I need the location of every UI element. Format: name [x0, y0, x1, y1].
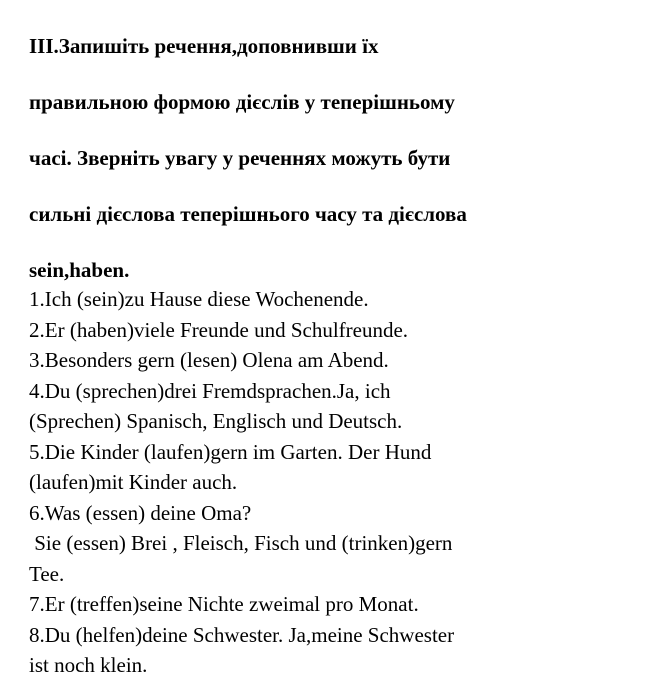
sentence-line: ist noch klein.: [29, 653, 148, 677]
sentence-line: 1.Ich (sein)zu Hause diese Wochenende.: [29, 287, 369, 311]
task-heading-line: III.Запишіть речення,доповнивши їх: [29, 34, 379, 58]
sentence-line: 2.Er (haben)viele Freunde und Schulfreunde.: [29, 317, 409, 342]
task-heading-line: часі. Зверніть увагу у реченнях можуть бути: [29, 146, 451, 170]
sentence-line: 7.Er (treffen)seine Nichte zweimal pro Monat.: [29, 592, 419, 616]
sentence-line: 8.Du (helfen)deine Schwester. Ja,meine Schwester: [29, 622, 455, 647]
task-heading-line: правильною формою дієслів у теперішньому: [29, 90, 455, 114]
exercise-sentences: [29, 284, 639, 681]
task-heading-line: сильні дієслова теперішнього часу та дієслова: [29, 202, 467, 226]
sentence-line: (laufen)mit Kinder auch.: [29, 470, 238, 494]
document-page: [29, 4, 639, 681]
sentence-line: 4.Du (sprechen)drei Fremdsprachen.Ja, ich: [29, 378, 391, 403]
task-heading: [29, 4, 639, 284]
task-heading-line: sein,haben.: [29, 258, 130, 282]
sentence-line: 5.Die Kinder (laufen)gern im Garten. Der Hund: [29, 439, 432, 464]
sentence-line: 3.Besonders gern (lesen) Olena am Abend.: [29, 348, 389, 372]
sentence-line: 6.Was (essen) deine Oma?: [29, 500, 252, 525]
sentence-line: Tee.: [29, 561, 65, 586]
sentence-line: Sie (essen) Brei , Fleisch, Fisch und (trinken)gern: [29, 531, 453, 555]
sentence-line: (Sprechen) Spanisch, Englisch und Deutsch.: [29, 409, 403, 433]
